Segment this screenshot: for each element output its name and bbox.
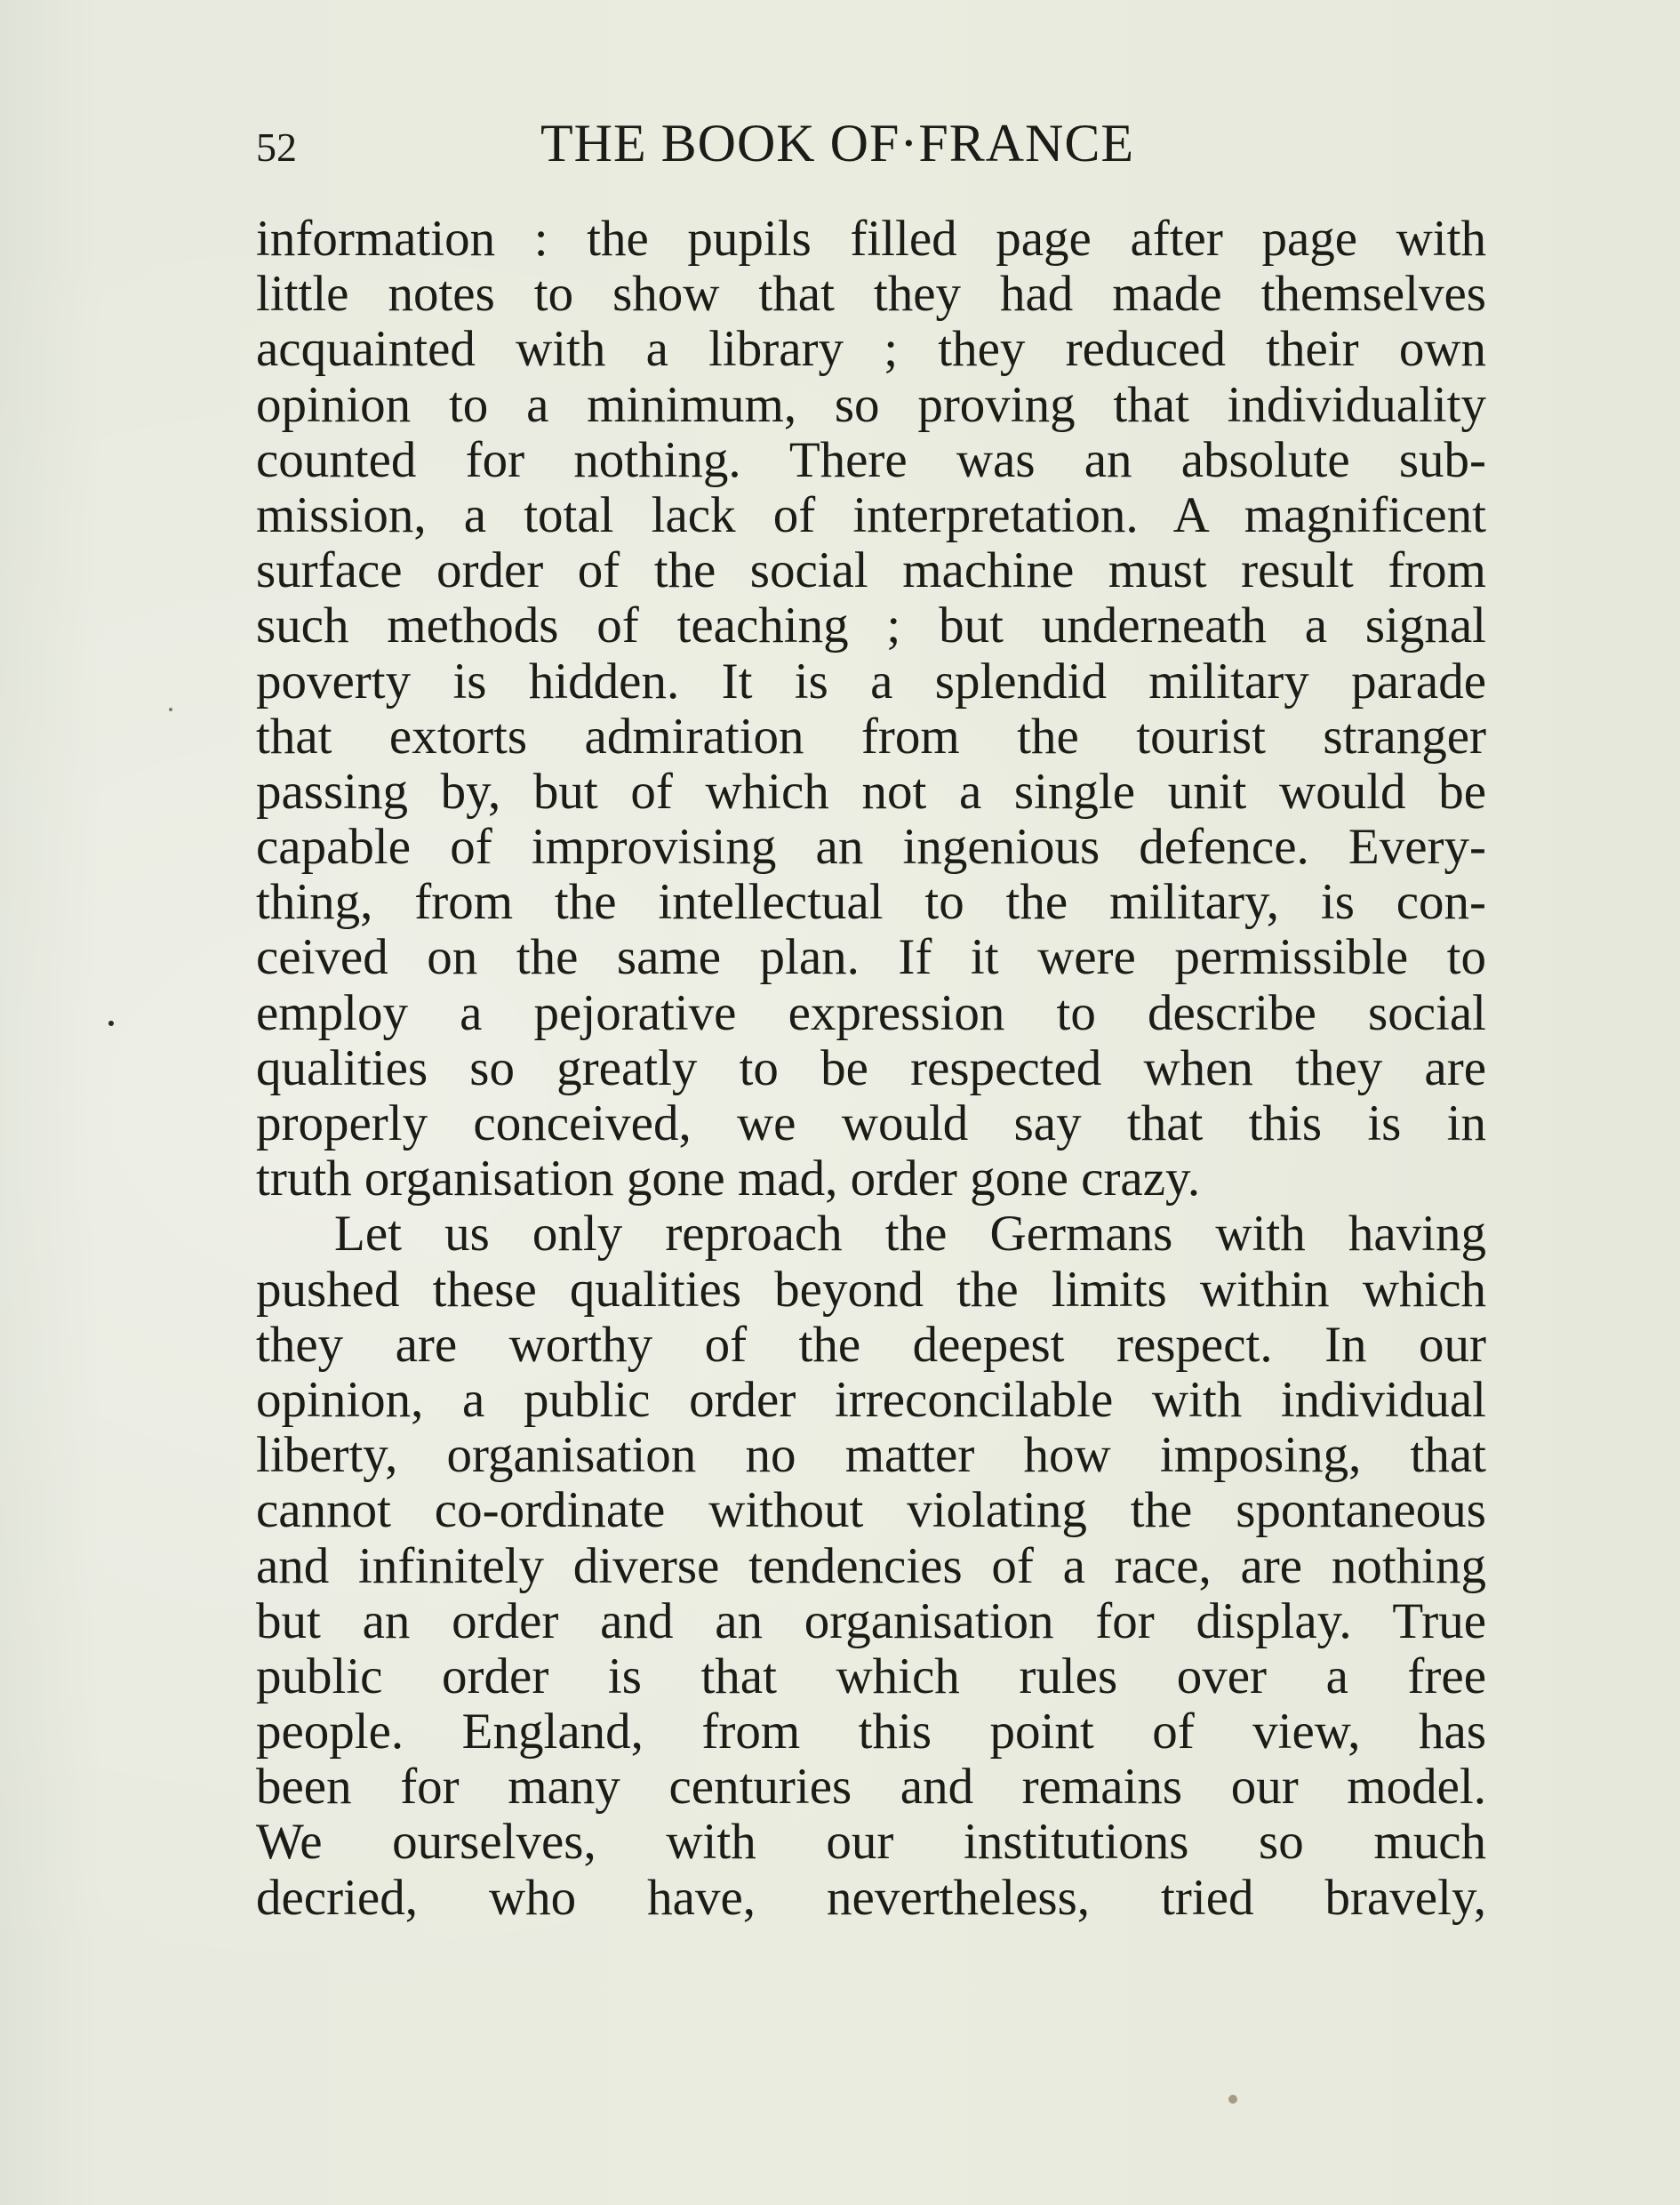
text-line: thing, from the intellectual to the military, is con- <box>256 874 1486 931</box>
text-line: decried, who have, nevertheless, tried bravely, <box>256 1869 1486 1926</box>
paper-speck <box>169 708 172 711</box>
text-line: been for many centuries and remains our model. <box>256 1759 1486 1816</box>
text-line: We ourselves, with our institutions so much <box>256 1814 1486 1871</box>
text-line: they are worthy of the deepest respect. In our <box>256 1316 1486 1373</box>
text-line: acquainted with a library ; they reduced their own <box>256 321 1486 378</box>
page-header <box>256 114 1483 185</box>
text-line: people. England, from this point of view, has <box>256 1704 1486 1760</box>
text-line: passing by, but of which not a single unit would be <box>256 763 1486 820</box>
text-line: counted for nothing. There was an absolute sub- <box>256 431 1486 488</box>
text-line: liberty, organisation no matter how imposing, that <box>256 1427 1486 1484</box>
page-number: 52 <box>256 124 297 170</box>
text-line: mission, a total lack of interpretation. A magnificent <box>256 486 1486 543</box>
text-line: little notes to show that they had made themselves <box>256 266 1486 323</box>
text-line: Let us only reproach the Germans with having <box>334 1206 1486 1263</box>
text-line: opinion, a public order irreconcilable with individual <box>256 1371 1486 1428</box>
text-line: properly conceived, we would say that this is in <box>256 1095 1486 1151</box>
text-line: cannot co-ordinate without violating the spontaneous <box>256 1482 1486 1539</box>
text-line: surface order of the social machine must result from <box>256 542 1486 599</box>
text-line: ceived on the same plan. If it were permissible to <box>256 929 1486 986</box>
running-title: THE BOOK OF·FRANCE <box>540 114 1135 172</box>
text-line: public order is that which rules over a free <box>256 1648 1486 1704</box>
text-line: poverty is hidden. It is a splendid military parade <box>256 653 1486 710</box>
text-line: qualities so greatly to be respected when they are <box>256 1039 1486 1096</box>
text-line: that extorts admiration from the tourist stranger <box>256 708 1486 765</box>
text-line: pushed these qualities beyond the limits within which <box>256 1261 1486 1318</box>
text-line: and infinitely diverse tendencies of a race, are nothing <box>256 1537 1486 1594</box>
text-line: capable of improvising an ingenious defence. Every- <box>256 819 1486 876</box>
paper-speck <box>1228 2095 1237 2104</box>
text-line: but an order and an organisation for display. True <box>256 1592 1486 1649</box>
text-line: such methods of teaching ; but underneath a signal <box>256 597 1486 654</box>
text-line: truth organisation gone mad, order gone crazy. <box>256 1151 1201 1207</box>
text-line: information : the pupils filled page after page with <box>256 211 1486 267</box>
text-line: opinion to a minimum, so proving that individuality <box>256 376 1486 433</box>
text-line: employ a pejorative expression to describe social <box>256 984 1486 1041</box>
body-text <box>256 212 1486 1926</box>
paper-speck <box>108 1021 114 1026</box>
